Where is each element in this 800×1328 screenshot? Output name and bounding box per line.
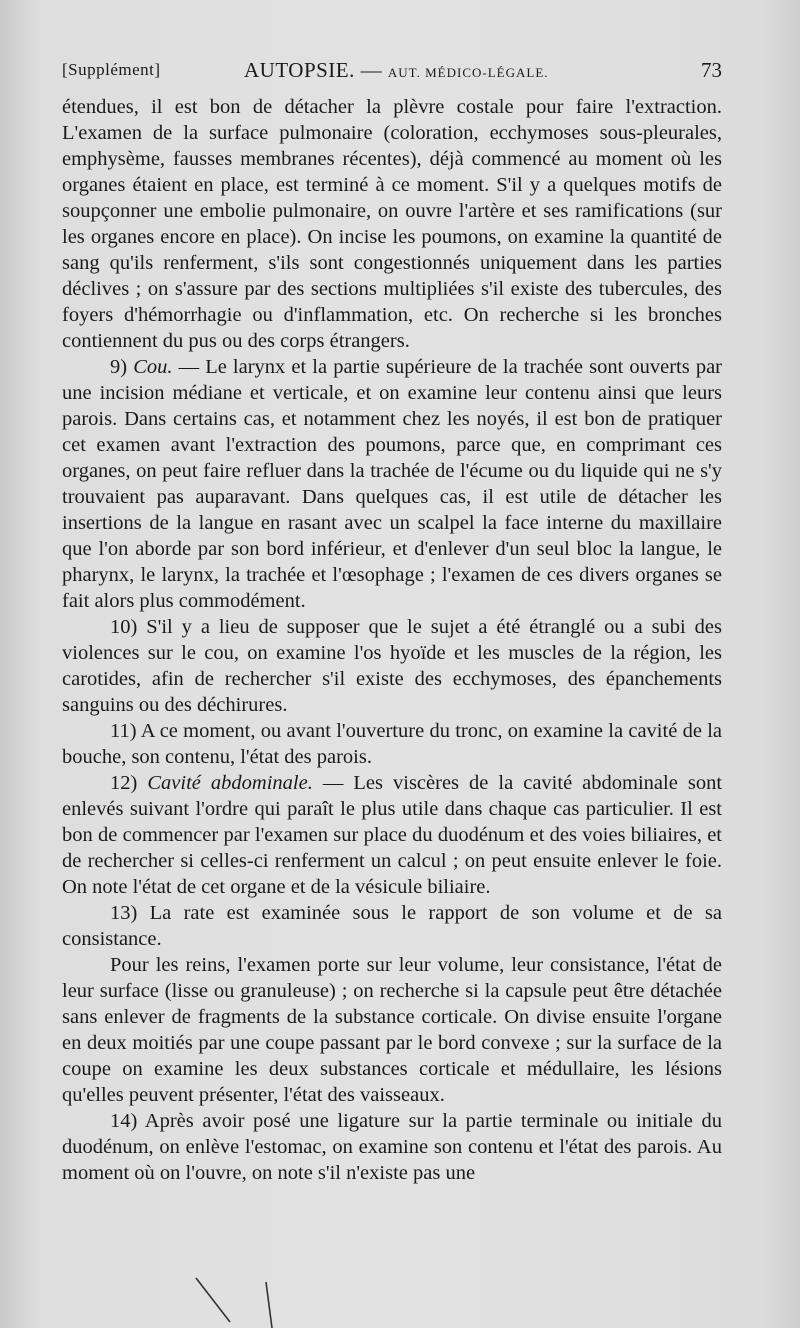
paragraph-14 xyxy=(62,1108,722,1186)
paragraph-heading: Cavité abdominale. xyxy=(147,772,313,794)
header-title-main: AUTOPSIE. xyxy=(244,58,355,82)
header-title xyxy=(244,58,549,83)
paragraph-number: 11) xyxy=(110,720,141,742)
paragraph-text: — Le larynx et la partie supérieure de la trachée sont ouverts par une incision médiane et verticale, et on examine leur contenu ainsi que leurs parois. Dans certains cas, et notamment chez les noyés, il est bon de pratiquer cet examen avant l'extraction des poumons, parce que, en comprimant ces organes, on peut faire refluer dans la trachée de l'écume ou du liquide qui ne s'y trouvaient pas auparavant. Dans quelques cas, il est utile de détacher les insertions de la langue en rasant avec un scalpel la face interne du maxillaire que l'on aborde par son bord inférieur, et d'enlever d'un seul bloc la langue, le pharynx, le larynx, la trachée et l'œsophage ; l'examen de ces divers organes se fait alors plus commodément. xyxy=(62,356,722,612)
body-text xyxy=(62,94,722,1186)
paragraph-number: 12) xyxy=(110,772,148,794)
header-dash: — xyxy=(354,58,388,82)
paragraph-text: Pour les reins, l'examen porte sur leur volume, leur consistance, l'état de leur surface (lisse ou granuleuse) ; on recherche si la capsule peut être détachée sans enlever de fragments de la substance corticale. On divise ensuite l'organe en deux moitiés par une coupe passant par le bord convexe ; sur la surface de la coupe on examine les deux substances corticale et médullaire, les lésions qu'elles peuvent présenter, l'état des vaisseaux. xyxy=(62,954,722,1106)
paragraph-number: 14) xyxy=(110,1110,145,1132)
paragraph-number: 9) xyxy=(110,356,134,378)
paragraph-13 xyxy=(62,900,722,952)
paragraph-continuation xyxy=(62,94,722,354)
paragraph-text: — Les viscères de la cavité abdominale sont enlevés suivant l'ordre qui paraît le plus utile dans chaque cas particulier. Il est bon de commencer par l'examen sur place du duodénum et des voies biliaires, et de rechercher si celles-ci renferment un calcul ; on peut ensuite enlever le foie. On note l'état de cet organe et de la vésicule biliaire. xyxy=(62,772,723,898)
paragraph-number: 10) xyxy=(110,616,147,638)
paragraph-reins xyxy=(62,952,722,1108)
paragraph-text: étendues, il est bon de détacher la plèvre costale pour faire l'extraction. L'examen de la surface pulmonaire (coloration, ecchymoses sous-pleurales, emphysème, fausses membranes récentes), déjà commencé au moment où les organes étaient en place, est terminé à ce moment. S'il y a quelques motifs de soupçonner une embolie pulmonaire, on ouvre l'artère et ses ramifications (sur les organes encore en place). On incise les poumons, on examine la quantité de sang qu'ils renferment, s'ils sont congestionnés uniquement dans les parties déclives ; on s'assure par des sections multipliées s'il existe des tubercules, des foyers d'hémorrhagie ou d'inflammation, etc. On recherche si les bronches contiennent du pus ou des corps étrangers. xyxy=(62,96,722,352)
paragraph-number: 13) xyxy=(110,902,150,924)
paragraph-12-cavite-abdominale xyxy=(62,770,722,900)
paragraph-10 xyxy=(62,614,722,718)
header-section-label: [Supplément] xyxy=(62,60,161,79)
running-header xyxy=(62,58,722,88)
paragraph-text: A ce moment, ou avant l'ouverture du tronc, on examine la cavité de la bouche, son contenu, l'état des parois. xyxy=(62,720,723,768)
header-subtitle: AUT. MÉDICO-LÉGALE. xyxy=(387,65,549,80)
paragraph-heading: Cou. xyxy=(133,356,173,378)
pencil-marks xyxy=(180,1270,300,1328)
page-number: 73 xyxy=(701,58,722,82)
paragraph-text: Après avoir posé une ligature sur la partie terminale ou initiale du duodénum, on enlève l'estomac, on examine son contenu et l'état des parois. Au moment où on l'ouvre, on note s'il n'existe pas une xyxy=(62,1110,722,1184)
paragraph-9-cou xyxy=(62,354,722,614)
paragraph-text: S'il y a lieu de supposer que le sujet a été étranglé ou a subi des violences sur le cou, on examine l'os hyoïde et les muscles de la région, les carotides, afin de rechercher s'il existe des ecchymoses, des épanchements sanguins ou des déchirures. xyxy=(62,616,722,716)
paragraph-11 xyxy=(62,718,722,770)
paragraph-text: La rate est examinée sous le rapport de son volume et de sa consistance. xyxy=(62,902,722,950)
